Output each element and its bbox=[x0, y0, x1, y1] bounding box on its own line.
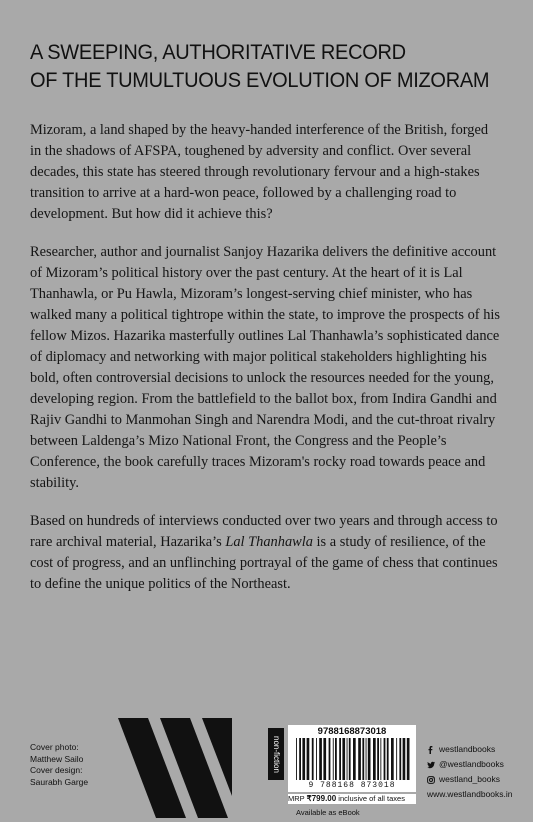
westland-logo bbox=[118, 718, 268, 818]
website-url: www.westlandbooks.in bbox=[427, 789, 513, 799]
headline-line-1: A SWEEPING, AUTHORITATIVE RECORD bbox=[30, 40, 406, 64]
blurb-paragraph-3 bbox=[30, 511, 502, 595]
facebook-icon bbox=[427, 746, 435, 754]
book-title-italic: Lal Thanhawla bbox=[225, 534, 313, 550]
facebook-handle: westlandbooks bbox=[439, 744, 496, 754]
price-amount: ₹799.00 bbox=[306, 794, 337, 803]
isbn-digits: 9 788168 873018 bbox=[308, 781, 396, 790]
social-links bbox=[427, 742, 513, 802]
headline bbox=[30, 38, 490, 94]
blurb-paragraph-2: Researcher, author and journalist Sanjoy Hazarika delivers the definitive account of Mizoram’s political history over the past century. At the heart of it is Lal Thanhawla, or Pu Hawla, Mizoram’s longest-serving chief minister, who has walked many a political tightrope within the state, to improve the prospects of his fellow Mizos. Hazarika masterfully outlines Lal Thanhawla’s sophisticated dance of diplomacy and networking with major political stakeholders highlighting his bold, often controversial decisions to unlock the resources needed for the young, developing region. From the battlefield to the ballot box, from Indira Gandhi and Rajiv Gandhi to Manmohan Singh and Narendra Modi, and the cut-throat rivalry between Laldenga’s Mizo National Front, the Congress and the People’s Conference, the book carefully traces Mizoram's rocky road towards peace and stability. bbox=[30, 244, 500, 491]
blurb-p3-start: Based on hundreds of interviews conducted over two years and through access to rare archival material, Hazarika’s bbox=[30, 513, 498, 550]
website-link[interactable] bbox=[427, 787, 513, 802]
price bbox=[288, 794, 416, 804]
instagram-handle: westland_books bbox=[439, 774, 500, 784]
twitter-handle: @westlandbooks bbox=[439, 759, 504, 769]
social-twitter[interactable] bbox=[427, 757, 513, 772]
instagram-icon bbox=[427, 776, 435, 784]
social-facebook[interactable] bbox=[427, 742, 513, 757]
cover-design-credit: Saurabh Garge bbox=[30, 776, 89, 787]
category-label: non-fiction bbox=[268, 728, 284, 780]
cover-design-label: Cover design: bbox=[30, 765, 83, 775]
blurb-paragraph-1: Mizoram, a land shaped by the heavy-handed interference of the British, forged in the shadows of AFSPA, toughened by adversity and conflict. Over several decades, this state has steered through revolutionary fervour and a high-stakes transition to arrive at a hard-won peace, followed by a challenging road to development. But how did it achieve this? bbox=[30, 122, 489, 222]
blurb bbox=[30, 120, 502, 612]
cover-photo-label: Cover photo: bbox=[30, 742, 79, 752]
social-instagram[interactable] bbox=[427, 772, 513, 787]
isbn-number: 9788168873018 bbox=[317, 726, 387, 737]
barcode bbox=[288, 725, 416, 792]
twitter-icon bbox=[427, 761, 435, 769]
headline-line-2: OF THE TUMULTUOUS EVOLUTION OF MIZORAM bbox=[30, 68, 490, 92]
barcode-bars bbox=[288, 725, 416, 781]
cover-photo-credit: Matthew Sailo bbox=[30, 753, 84, 764]
ebook-note: Available as eBook bbox=[296, 808, 360, 817]
cover-credits bbox=[30, 742, 88, 788]
price-note: inclusive of all taxes bbox=[336, 794, 405, 803]
blurb-p3-end: is a study of resilience, of the cost of progress, and an unflinching portrayal of the game of chess that continues to define the unique politics of the Northeast. bbox=[30, 534, 498, 592]
price-label: MRP bbox=[288, 794, 307, 803]
